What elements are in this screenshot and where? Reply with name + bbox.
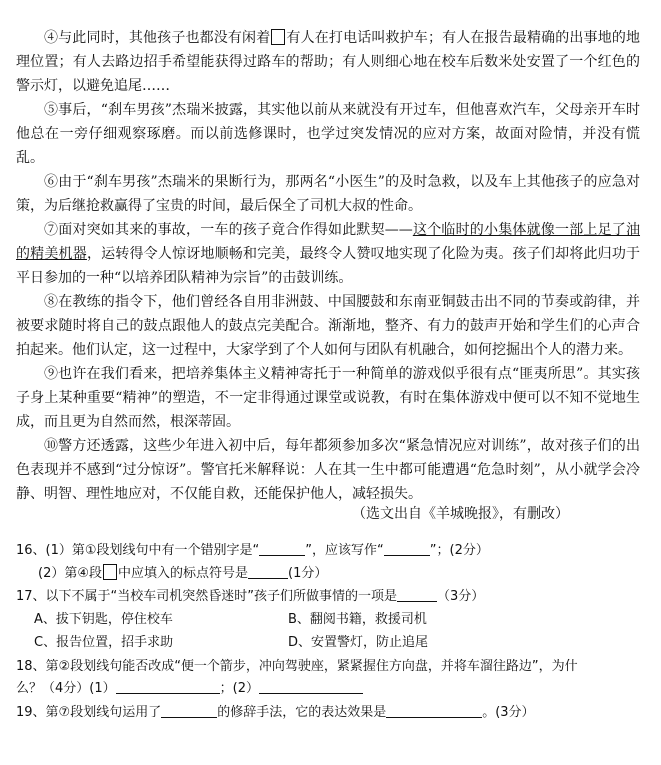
q16-2-mid: 中应填入的标点符号是: [118, 566, 249, 581]
answer-blank[interactable]: [259, 679, 363, 694]
option-d: D、安置警灯，防止追尾: [288, 635, 429, 650]
q16-1-mid: ”，应该写作“: [305, 543, 384, 558]
q17-text: 17、以下不属于“当校车司机突然昏迷时”孩子们所做事情的一项是: [16, 589, 398, 604]
answer-blank[interactable]: [386, 703, 482, 718]
q18-line-2: [16, 678, 646, 700]
paragraph-8: ⑧在教练的指令下，他们曾经各自用非洲鼓、中国腰鼓和东南亚铜鼓击出不同的节奏或韵律，并被要求随时将自己的鼓点跟他人的鼓点完美配合。渐渐地，整齐、有力的鼓声开始和学生们的心声合拍起来。他们认定，这一过程中，大家学到了个人如何与团队有机融合，如何挖掘出个人的潜力来。: [16, 294, 640, 358]
blank-box: [271, 29, 285, 45]
source-note: （选文出自《羊城晚报》，有删改）: [352, 506, 569, 522]
option-a: A、拔下钥匙，停住校车: [34, 612, 173, 627]
option-b: B、翻阅书籍，救援司机: [288, 612, 427, 627]
paragraph-10: ⑩警方还透露，这些少年进入初中后，每年都须参加多次“紧急情况应对训练”，故对孩子们的出色表现并不感到“过分惊讶”。警官托米解释说：人在其一生中都可能遭遇“危急时刻”，从小就学会冷静、明智、理性地应对，不仅能自救，还能保护他人，减轻损失。: [16, 438, 640, 502]
question-16-1: [16, 540, 646, 562]
paragraph-7: [16, 218, 640, 290]
q19-mid: 的修辞手法，它的表达效果是: [217, 705, 387, 720]
question-19: [16, 702, 646, 724]
q18-line-1: 18、第②段划线句能否改成“便一个箭步，冲向驾驶座，紧紧握住方向盘，并将车溜往路边”，为什: [16, 659, 578, 674]
q16-1-tail: ”；(2分）: [429, 543, 489, 558]
answer-blank[interactable]: [116, 679, 220, 694]
q19-tail: 。(3分）: [482, 705, 535, 720]
answer-blank[interactable]: [248, 564, 288, 579]
answer-blank[interactable]: [161, 703, 217, 718]
q16-2-text: (2）第④段: [38, 566, 102, 581]
paragraph-6: ⑥由于“刹车男孩”杰瑞米的果断行为，那两名“小医生”的及时急救，以及车上其他孩子的应急对策，为后继抢救赢得了宝贵的时间，最后保全了司机大叔的性命。: [16, 174, 640, 214]
paragraph-4-start: ④与此同时，其他孩子也都没有闲着: [44, 30, 271, 46]
question-16-2: [38, 563, 661, 585]
answer-blank[interactable]: [384, 541, 430, 556]
paragraph-4-rest: 有人在打电话叫救护车；有人在报告最精确的出事地的地理位置；有人去路边招手希望能获得过路车的帮助；有人则细心地在校车后数米处安置了一个红色的警示灯，以避免追尾……: [16, 30, 641, 94]
paragraph-7-start: ⑦面对突如其来的事故，一车的孩子竟合作得如此默契——: [44, 222, 413, 238]
q17-tail: （3分）: [437, 589, 485, 604]
q18-mid: ；(2）: [219, 681, 259, 696]
paragraph-4: [16, 26, 640, 98]
question-18: [16, 656, 646, 700]
question-17: [16, 586, 646, 608]
q16-1-text: 16、(1）第①段划线句中有一个错别字是“: [16, 543, 260, 558]
answer-blank[interactable]: [259, 541, 305, 556]
q16-2-tail: (1分）: [288, 566, 328, 581]
underlined-sentence: 这个临时的小集体就像一部上足了油的精美机器: [16, 222, 641, 262]
q18-text: 么？（4分）(1）: [16, 681, 116, 696]
blank-box: [103, 564, 117, 580]
q19-text: 19、第⑦段划线句运用了: [16, 705, 162, 720]
paragraph-9: ⑨也许在我们看来，把培养集体主义精神寄托于一种简单的游戏似乎很有点“匪夷所思”。其实孩子身上某种重要“精神”的塑造，不一定非得通过课堂或说教，有时在集体游戏中便可以不知不觉地生成，而且更为自然而然，根深蒂固。: [16, 366, 640, 430]
answer-blank[interactable]: [397, 587, 437, 602]
paragraph-5: ⑤事后，“刹车男孩”杰瑞米披露，其实他以前从来就没有开过车，但他喜欢汽车，父母亲开车时他总在一旁仔细观察琢磨。而以前选修课时，也学过突发情况的应对方案，故面对险情，并没有慌乱。: [16, 102, 640, 166]
paragraph-7-rest: ，运转得令人惊讶地顺畅和完美，最终令人赞叹地实现了化险为夷。孩子们却将此归功于平日参加的一种“以培养团队精神为宗旨”的击鼓训练。: [16, 246, 641, 286]
option-c: C、报告位置，招手求助: [34, 635, 174, 650]
